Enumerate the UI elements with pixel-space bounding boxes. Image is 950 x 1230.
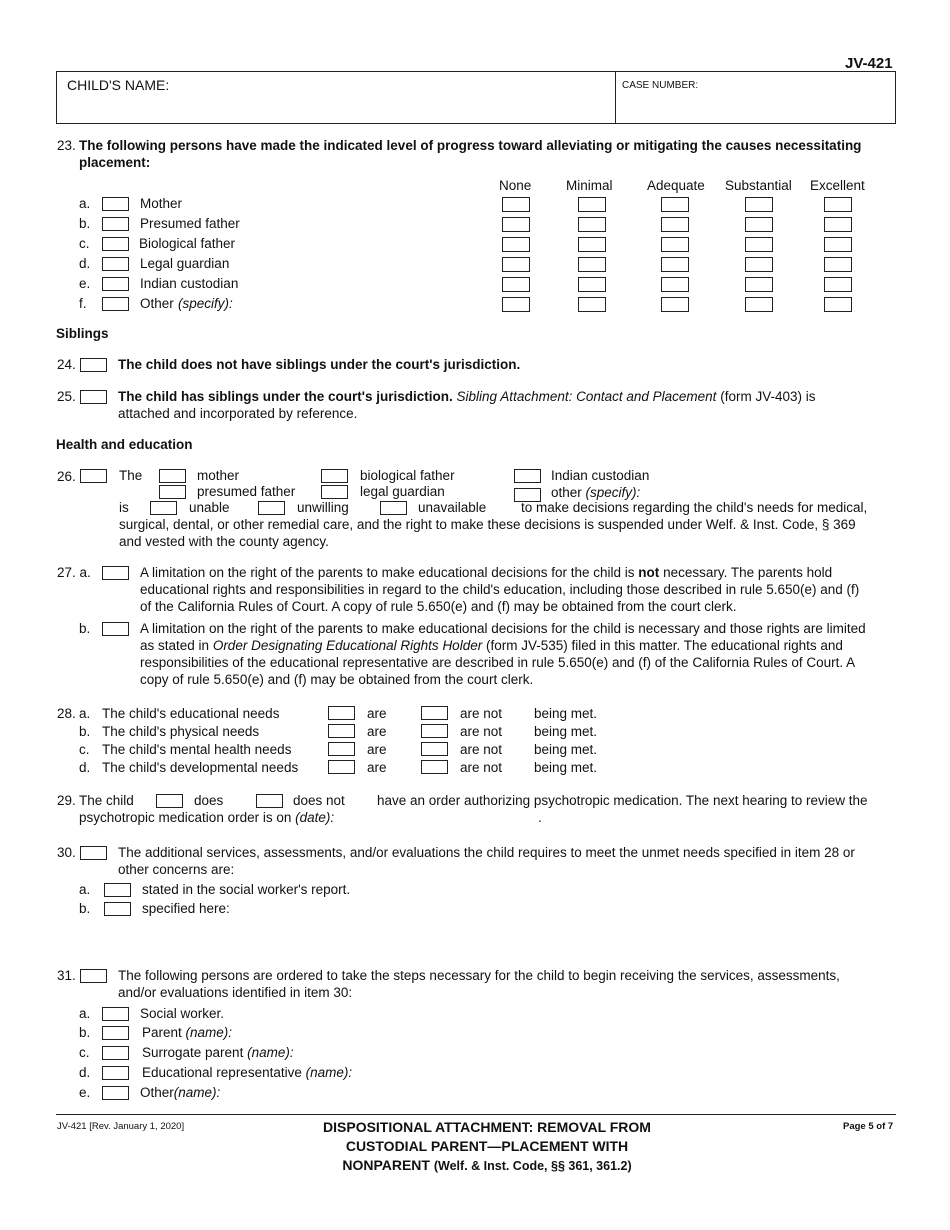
are-not-label: are not	[460, 724, 503, 739]
item-31-checkbox[interactable]	[80, 969, 107, 983]
progress-checkbox[interactable]	[824, 277, 852, 292]
item-26-number: 26.	[57, 469, 76, 484]
are-not-checkbox[interactable]	[421, 724, 448, 738]
item-29-rest: have an order authorizing psychotropic medication. The next hearing to review the	[377, 793, 868, 808]
footer-rule	[56, 1114, 896, 1115]
item-23-number: 23.	[57, 138, 76, 153]
need-label: The child's educational needs	[102, 706, 280, 721]
item-27a-post: necessary. The parents hold	[663, 565, 833, 580]
other-text: other	[551, 485, 582, 500]
are-label: are	[367, 742, 387, 757]
person-label	[142, 1025, 232, 1040]
case-number-field[interactable]	[622, 96, 882, 114]
are-label: are	[367, 724, 387, 739]
need-label: The child's mental health needs	[102, 742, 292, 757]
progress-checkbox[interactable]	[502, 277, 530, 292]
row-letter: f.	[79, 296, 87, 311]
row-letter: a.	[79, 706, 91, 721]
item-27b-line2	[140, 638, 843, 653]
person-label: Other	[140, 296, 174, 311]
item-26-the: The	[119, 468, 143, 483]
row-letter: d.	[79, 760, 91, 775]
person-label	[142, 1045, 294, 1060]
progress-checkbox[interactable]	[745, 257, 773, 272]
being-met-label: being met.	[534, 760, 598, 775]
progress-checkbox[interactable]	[745, 237, 773, 252]
form-id: JV-421	[845, 55, 893, 72]
biological-father-checkbox[interactable]	[321, 469, 348, 483]
row-letter: c.	[79, 236, 90, 251]
does-label: does	[194, 793, 224, 808]
col-excellent: Excellent	[810, 178, 865, 193]
item-26-is: is	[119, 500, 129, 515]
item-27b-pre: as stated in	[140, 638, 210, 653]
item-30a-checkbox[interactable]	[104, 883, 131, 897]
progress-checkbox[interactable]	[824, 217, 852, 232]
row-letter: a.	[79, 196, 91, 211]
are-label: are	[367, 706, 387, 721]
item-29-number: 29.	[57, 793, 76, 808]
progress-checkbox[interactable]	[578, 257, 606, 272]
item-25-bold: The child has siblings under the court's jurisdiction.	[118, 389, 453, 404]
progress-checkbox[interactable]	[502, 297, 530, 312]
unable-checkbox[interactable]	[150, 501, 177, 515]
mother-checkbox[interactable]	[159, 469, 186, 483]
unwilling-label: unwilling	[297, 500, 349, 515]
being-met-label: being met.	[534, 742, 598, 757]
surrogate-parent-checkbox[interactable]	[102, 1046, 129, 1060]
presumed-father-checkbox[interactable]	[159, 485, 186, 499]
parent-checkbox[interactable]	[102, 1026, 129, 1040]
need-label: The child's physical needs	[102, 724, 260, 739]
does-checkbox[interactable]	[156, 794, 183, 808]
item-30a-letter: a.	[79, 882, 91, 897]
person-label: Biological father	[139, 236, 236, 251]
item-27a-line3: of the California Rules of Court. A copy of rule 5.650(e) and (f) may be obtained from the court clerk.	[140, 599, 737, 614]
progress-checkbox[interactable]	[661, 237, 689, 252]
legal-guardian-label: legal guardian	[360, 484, 445, 499]
progress-checkbox[interactable]	[661, 217, 689, 232]
are-checkbox[interactable]	[328, 760, 355, 774]
item-31-line2: and/or evaluations identified in item 30:	[118, 985, 353, 1000]
being-met-label: being met.	[534, 724, 598, 739]
indian-custodian-checkbox[interactable]	[514, 469, 541, 483]
person-label: Legal guardian	[140, 256, 230, 271]
are-not-label: are not	[460, 706, 503, 721]
item-26-line3: and vested with the county agency.	[119, 534, 329, 549]
are-not-checkbox[interactable]	[421, 742, 448, 756]
item-30b-letter: b.	[79, 901, 91, 916]
person-label-text: Educational representative	[142, 1065, 302, 1080]
person-biological-father-checkbox[interactable]	[102, 237, 129, 251]
item-24-text: The child does not have siblings under the court's jurisdiction.	[118, 357, 521, 372]
progress-checkbox[interactable]	[502, 237, 530, 252]
item-31-line1: The following persons are ordered to take the steps necessary for the child to begin receiving the services, assessments,	[118, 968, 840, 983]
item-27b-line1: A limitation on the right of the parents to make educational decisions for the child is necessary and those rights are limited	[140, 621, 866, 636]
item-27-number: 27. a.	[57, 565, 91, 580]
item-29-line2-text: psychotropic medication order is on	[79, 810, 292, 825]
item-27b-line3: responsibilities of the educational representative are described in rule 5.650(e) and (f) of the California Rules of Court. A	[140, 655, 856, 670]
item-24-number: 24.	[57, 357, 76, 372]
progress-checkbox[interactable]	[578, 197, 606, 212]
row-letter: c.	[79, 1045, 90, 1060]
unavailable-checkbox[interactable]	[380, 501, 407, 515]
progress-checkbox[interactable]	[824, 197, 852, 212]
item-29-period: .	[538, 810, 542, 825]
row-letter: e.	[79, 1085, 91, 1100]
item-26-line-end: to make decisions regarding the child's needs for medical,	[521, 500, 868, 515]
unable-label: unable	[189, 500, 230, 515]
are-checkbox[interactable]	[328, 742, 355, 756]
col-adequate: Adequate	[647, 178, 705, 193]
col-minimal: Minimal	[566, 178, 613, 193]
being-met-label: being met.	[534, 706, 598, 721]
item-25-number: 25.	[57, 389, 76, 404]
row-letter: b.	[79, 216, 91, 231]
person-label-text: Parent	[142, 1025, 182, 1040]
footer-title-line1: DISPOSITIONAL ATTACHMENT: REMOVAL FROM	[323, 1119, 651, 1135]
item-25-form-title: Sibling Attachment: Contact and Placement	[456, 389, 717, 404]
item-23-heading-line1: The following persons have made the indicated level of progress toward alleviating or mitigating the causes necessitating	[79, 138, 862, 153]
name-label: (name):	[173, 1085, 221, 1100]
item-24-checkbox[interactable]	[80, 358, 107, 372]
name-label: (name):	[305, 1065, 353, 1080]
item-26-line2: surgical, dental, or other remedial care, and the right to make these decisions is suspended under Welf. & Inst. Code, § 369	[119, 517, 856, 532]
footer-title-line2: CUSTODIAL PARENT—PLACEMENT WITH	[345, 1138, 629, 1154]
mother-label: mother	[197, 468, 240, 483]
progress-checkbox[interactable]	[578, 297, 606, 312]
person-label	[142, 1065, 352, 1080]
item-30b-checkbox[interactable]	[104, 902, 131, 916]
item-27a-line2: educational rights and responsibilities in regard to the child's education, including those described in rule 5.650(e) and (f)	[140, 582, 860, 597]
are-label: are	[367, 760, 387, 775]
row-letter: e.	[79, 276, 91, 291]
item-30b-text: specified here:	[142, 901, 230, 916]
legal-guardian-checkbox[interactable]	[321, 485, 348, 499]
progress-checkbox[interactable]	[745, 197, 773, 212]
progress-checkbox[interactable]	[578, 237, 606, 252]
need-label: The child's developmental needs	[102, 760, 299, 775]
item-27b-form-title: Order Designating Educational Rights Holder	[212, 638, 483, 653]
item-25-line2: attached and incorporated by reference.	[118, 406, 358, 421]
person-label: Social worker.	[140, 1006, 225, 1021]
progress-checkbox[interactable]	[824, 257, 852, 272]
item-29-line2	[79, 810, 334, 825]
col-substantial: Substantial	[725, 178, 792, 193]
item-30b-specify-field[interactable]	[142, 920, 882, 956]
childs-name-label: CHILD'S NAME:	[67, 77, 170, 93]
item-30-line2: other concerns are:	[118, 862, 235, 877]
item-26-checkbox[interactable]	[80, 469, 107, 483]
person-label: Indian custodian	[140, 276, 239, 291]
person-mother-checkbox[interactable]	[102, 197, 129, 211]
item-27a-not: not	[638, 565, 660, 580]
progress-checkbox[interactable]	[502, 217, 530, 232]
item-27a-pre: A limitation on the right of the parents to make educational decisions for the child is	[140, 565, 635, 580]
item-31-number: 31.	[57, 968, 76, 983]
are-checkbox[interactable]	[328, 706, 355, 720]
item-30-checkbox[interactable]	[80, 846, 107, 860]
are-not-checkbox[interactable]	[421, 706, 448, 720]
progress-checkbox[interactable]	[661, 257, 689, 272]
item-25-rest: (form JV-403) is	[720, 389, 816, 404]
item-23-heading-line2: placement:	[79, 155, 151, 170]
are-not-label: are not	[460, 760, 503, 775]
person-label-text: Other	[140, 1085, 174, 1100]
row-letter: a.	[79, 1006, 91, 1021]
item-25-line1	[118, 389, 815, 404]
progress-checkbox[interactable]	[661, 197, 689, 212]
row-letter: c.	[79, 742, 90, 757]
unavailable-label: unavailable	[418, 500, 487, 515]
person-legal-guardian-checkbox[interactable]	[102, 257, 129, 271]
case-number-label: CASE NUMBER:	[622, 80, 699, 91]
person-presumed-father-checkbox[interactable]	[102, 217, 129, 231]
are-checkbox[interactable]	[328, 724, 355, 738]
footer-title	[300, 1118, 674, 1176]
progress-checkbox[interactable]	[502, 197, 530, 212]
indian-custodian-label: Indian custodian	[551, 468, 650, 483]
progress-checkbox[interactable]	[824, 237, 852, 252]
presumed-father-label: presumed father	[197, 484, 296, 499]
progress-checkbox[interactable]	[745, 277, 773, 292]
name-label: (name):	[247, 1045, 294, 1060]
row-letter: d.	[79, 1065, 91, 1080]
person-label	[140, 1085, 220, 1100]
item-30-number: 30.	[57, 845, 76, 860]
person-label: Presumed father	[140, 216, 240, 231]
progress-checkbox[interactable]	[824, 297, 852, 312]
biological-father-label: biological father	[360, 468, 455, 483]
item-27a-checkbox[interactable]	[102, 566, 129, 580]
social-worker-checkbox[interactable]	[102, 1007, 129, 1021]
date-label: (date):	[295, 810, 335, 825]
item-30a-text: stated in the social worker's report.	[142, 882, 351, 897]
item-28-number: 28.	[57, 706, 76, 721]
other-label	[551, 485, 640, 500]
footer-page-number: Page 5 of 7	[843, 1121, 894, 1132]
item-30-line1: The additional services, assessments, and/or evaluations the child requires to meet the unmet needs specified in item 28 or	[118, 845, 855, 860]
name-label: (name):	[185, 1025, 233, 1040]
progress-checkbox[interactable]	[502, 257, 530, 272]
are-not-checkbox[interactable]	[421, 760, 448, 774]
row-letter: b.	[79, 724, 91, 739]
item-27b-post: (form JV-535) filed in this matter. The educational rights and	[485, 638, 843, 653]
person-other-checkbox[interactable]	[102, 297, 129, 311]
footer-title-code: (Welf. & Inst. Code, §§ 361, 361.2)	[433, 1159, 632, 1173]
row-letter: d.	[79, 256, 91, 271]
other-specify-field[interactable]	[240, 294, 490, 312]
progress-checkbox[interactable]	[745, 217, 773, 232]
item-27b-letter: b.	[79, 621, 91, 636]
health-heading: Health and education	[56, 437, 193, 452]
does-not-label: does not	[293, 793, 345, 808]
unwilling-checkbox[interactable]	[258, 501, 285, 515]
educational-representative-checkbox[interactable]	[102, 1066, 129, 1080]
other-person-checkbox[interactable]	[102, 1086, 129, 1100]
person-label: Mother	[140, 196, 183, 211]
item-25-checkbox[interactable]	[80, 390, 107, 404]
specify-label: (specify):	[585, 485, 641, 500]
person-label-text: Surrogate parent	[142, 1045, 244, 1060]
hearing-date-field[interactable]	[350, 808, 530, 826]
progress-checkbox[interactable]	[578, 277, 606, 292]
siblings-heading: Siblings	[56, 326, 109, 341]
progress-checkbox[interactable]	[661, 277, 689, 292]
progress-checkbox[interactable]	[578, 217, 606, 232]
person-indian-custodian-checkbox[interactable]	[102, 277, 129, 291]
footer-title-line3	[300, 1156, 674, 1176]
item-27b-checkbox[interactable]	[102, 622, 129, 636]
item-29-the-child: The child	[79, 793, 134, 808]
childs-name-field[interactable]	[180, 76, 600, 94]
footer-revision: JV-421 [Rev. January 1, 2020]	[57, 1121, 185, 1132]
progress-checkbox[interactable]	[745, 297, 773, 312]
item-27a-line1	[140, 565, 832, 580]
row-letter: b.	[79, 1025, 91, 1040]
item-27b-line4: copy of rule 5.650(e) and (f) may be obtained from the court clerk.	[140, 672, 534, 687]
specify-label: (specify):	[178, 296, 233, 311]
col-none: None	[499, 178, 532, 193]
header-divider	[615, 71, 616, 124]
progress-checkbox[interactable]	[661, 297, 689, 312]
footer-title-nonparent: NONPARENT	[342, 1157, 430, 1173]
does-not-checkbox[interactable]	[256, 794, 283, 808]
are-not-label: are not	[460, 742, 503, 757]
